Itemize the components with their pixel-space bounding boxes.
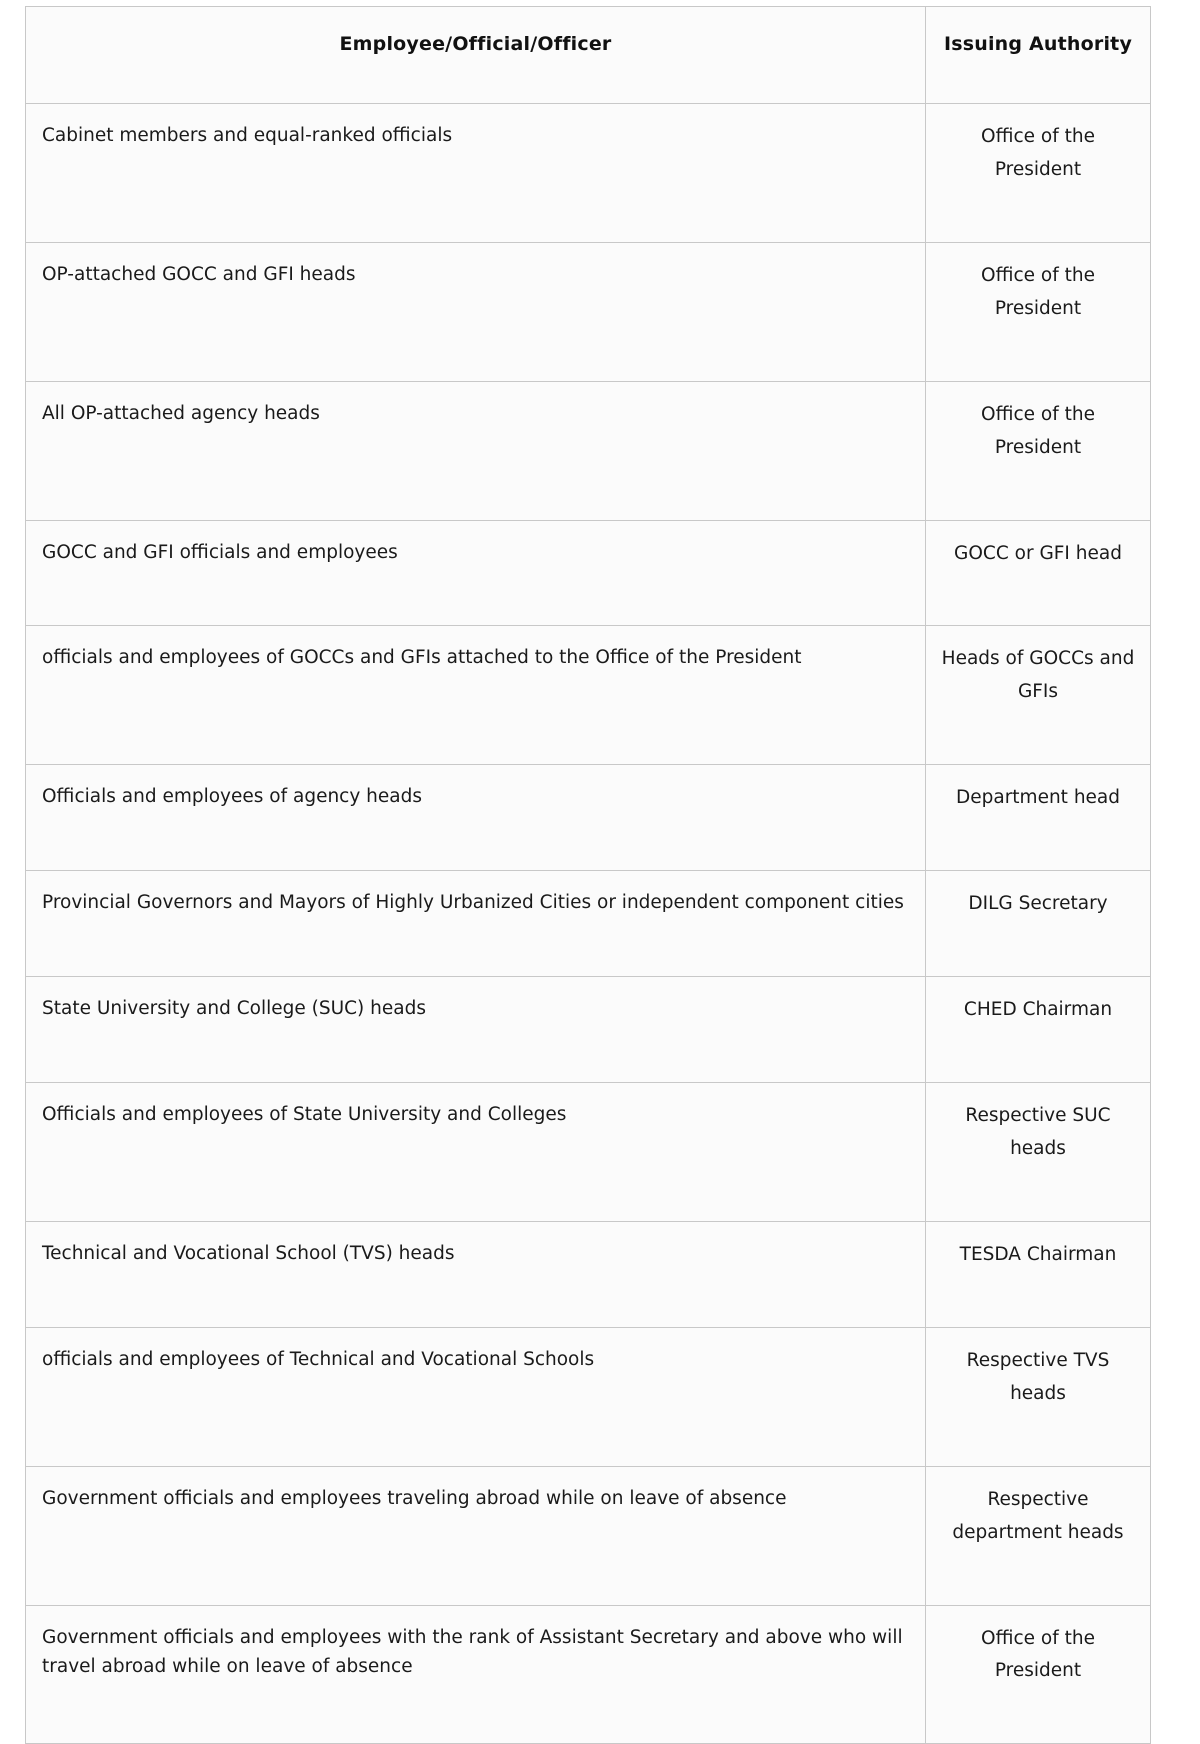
- table-row: [26, 242, 1151, 381]
- table-row: [26, 104, 1151, 243]
- table-header-row: [26, 7, 1151, 104]
- cell-authority: Office of the President: [926, 381, 1151, 520]
- cell-authority: Heads of GOCCs and GFIs: [926, 626, 1151, 765]
- cell-employee: Cabinet members and equal-ranked officials: [26, 104, 926, 243]
- table-row: [26, 1466, 1151, 1605]
- table-row: [26, 1221, 1151, 1327]
- cell-authority: Respective TVS heads: [926, 1327, 1151, 1466]
- cell-employee: Government officials and employees with the rank of Assistant Secretary and above who will travel abroad while on leave of absence: [26, 1605, 926, 1744]
- cell-authority: TESDA Chairman: [926, 1221, 1151, 1327]
- table-row: [26, 871, 1151, 977]
- cell-employee: Government officials and employees traveling abroad while on leave of absence: [26, 1466, 926, 1605]
- cell-employee: officials and employees of GOCCs and GFIs attached to the Office of the President: [26, 626, 926, 765]
- cell-employee: All OP-attached agency heads: [26, 381, 926, 520]
- table-row: [26, 765, 1151, 871]
- cell-employee: officials and employees of Technical and Vocational Schools: [26, 1327, 926, 1466]
- cell-authority: Office of the President: [926, 104, 1151, 243]
- cell-authority: Office of the President: [926, 1605, 1151, 1744]
- cell-employee: Officials and employees of State University and Colleges: [26, 1083, 926, 1222]
- cell-employee: Provincial Governors and Mayors of Highly Urbanized Cities or independent component cities: [26, 871, 926, 977]
- cell-authority: DILG Secretary: [926, 871, 1151, 977]
- column-header-employee: Employee/Official/Officer: [26, 7, 926, 104]
- cell-employee: Officials and employees of agency heads: [26, 765, 926, 871]
- cell-employee: OP-attached GOCC and GFI heads: [26, 242, 926, 381]
- cell-authority: Respective department heads: [926, 1466, 1151, 1605]
- cell-authority: Department head: [926, 765, 1151, 871]
- cell-employee: GOCC and GFI officials and employees: [26, 520, 926, 626]
- table-row: [26, 520, 1151, 626]
- cell-employee: State University and College (SUC) heads: [26, 977, 926, 1083]
- table-row: [26, 381, 1151, 520]
- table-row: [26, 977, 1151, 1083]
- table-row: [26, 626, 1151, 765]
- cell-authority: Office of the President: [926, 242, 1151, 381]
- travel-authority-table: [25, 6, 1151, 1744]
- cell-authority: Respective SUC heads: [926, 1083, 1151, 1222]
- table-row: [26, 1327, 1151, 1466]
- cell-employee: Technical and Vocational School (TVS) heads: [26, 1221, 926, 1327]
- cell-authority: GOCC or GFI head: [926, 520, 1151, 626]
- cell-authority: CHED Chairman: [926, 977, 1151, 1083]
- table-row: [26, 1083, 1151, 1222]
- column-header-issuing-authority: Issuing Authority: [926, 7, 1151, 104]
- table-header: [26, 7, 1151, 104]
- table-body: [26, 104, 1151, 1744]
